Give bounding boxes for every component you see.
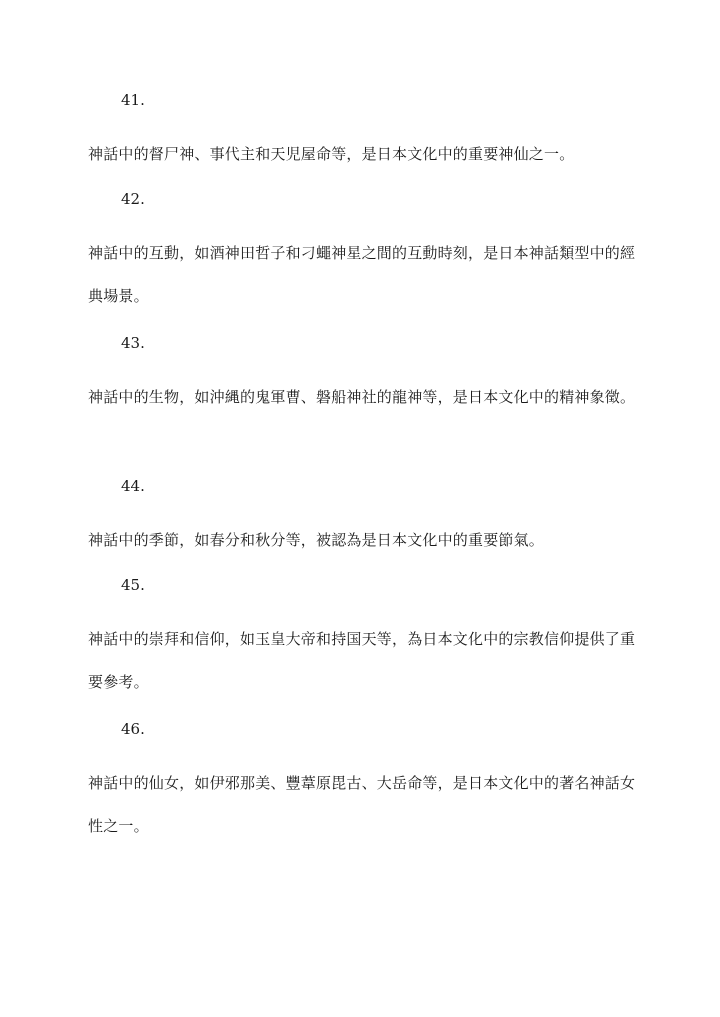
entry-45 xyxy=(88,575,648,704)
entry-number: 45. xyxy=(121,576,145,594)
entry-number: 42. xyxy=(121,190,145,208)
entry-44 xyxy=(88,476,648,562)
entry-text: 神話中的仙女，如伊邪那美、豐葦原毘古、大岳命等，是日本文化中的著名神話女性之一。 xyxy=(88,774,636,835)
entry-46 xyxy=(88,719,648,848)
entry-42 xyxy=(88,189,648,318)
entry-text: 神話中的生物，如沖縄的鬼軍曹、磐船神社的龍神等，是日本文化中的精神象徵。 xyxy=(88,388,636,406)
entry-number: 46. xyxy=(121,720,145,738)
entry-41 xyxy=(88,90,648,176)
entry-number: 43. xyxy=(121,334,145,352)
entry-43 xyxy=(88,333,648,419)
entry-text: 神話中的季節，如春分和秋分等，被認為是日本文化中的重要節氣。 xyxy=(88,531,545,549)
entry-text: 神話中的督尸神、事代主和天児屋命等，是日本文化中的重要神仙之一。 xyxy=(88,145,575,163)
entry-text: 神話中的互動，如酒神田哲子和刁蠅神星之間的互動時刻，是日本神話類型中的經典場景。 xyxy=(88,244,636,305)
entry-text: 神話中的崇拜和信仰，如玉皇大帝和持国天等，為日本文化中的宗教信仰提供了重要參考。 xyxy=(88,630,636,691)
entry-number: 41. xyxy=(121,91,145,109)
entry-number: 44. xyxy=(121,477,145,495)
